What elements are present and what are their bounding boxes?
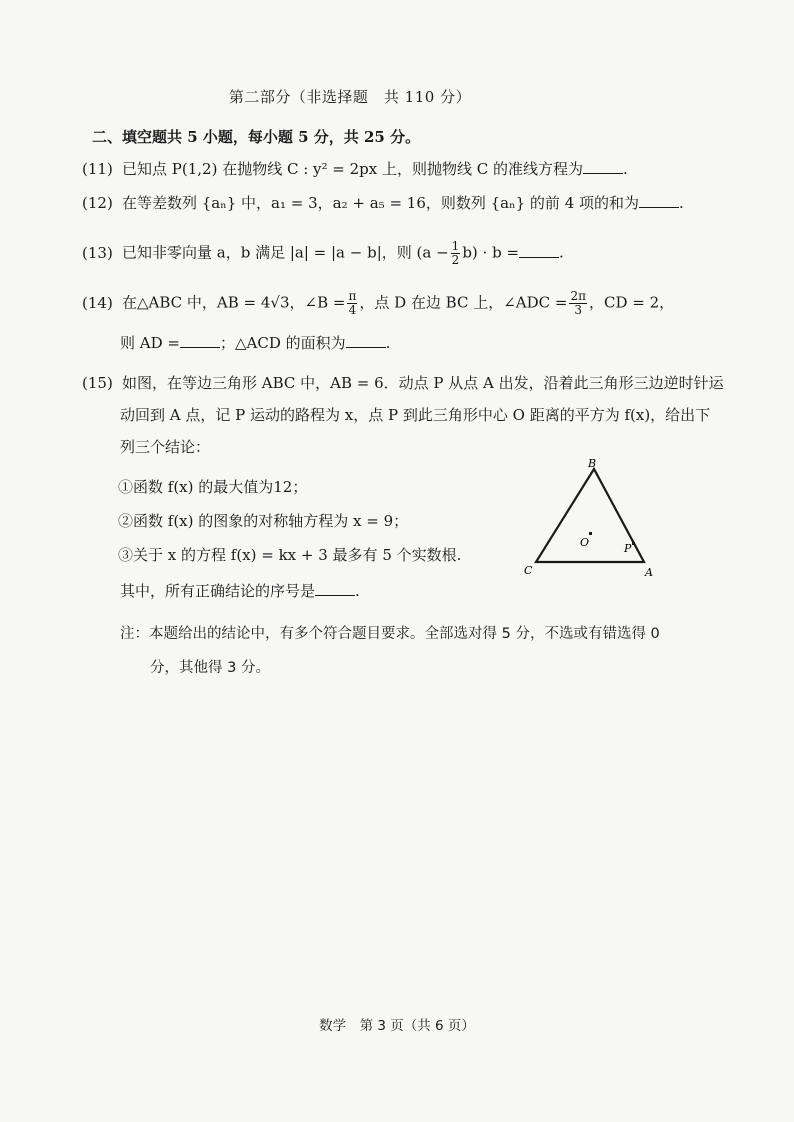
question-15-line-3: 列三个结论： <box>120 438 211 456</box>
note-line-2: 分，其他得 3 分。 <box>150 660 270 676</box>
fraction-numerator: π <box>348 289 357 303</box>
point-o <box>589 532 592 535</box>
question-end: . <box>623 160 628 178</box>
question-14 <box>82 290 674 317</box>
question-text: 则 AD = <box>120 334 180 352</box>
label-o: O <box>580 536 590 549</box>
fraction-denominator: 2 <box>451 253 460 267</box>
answer-blank[interactable] <box>519 243 559 258</box>
answer-blank[interactable] <box>583 159 623 174</box>
question-text: 在等差数列 {aₙ} 中，a₁ = 3，a₂ + a₅ = 16，则数列 {aₙ} 的前 4 项的和为 <box>122 194 640 212</box>
page-footer: 数学 第 3 页（共 6 页） <box>319 1018 475 1034</box>
question-text: 在△ABC 中，AB = 4√3，∠B = <box>122 293 346 312</box>
question-number: (14) <box>82 293 113 312</box>
question-end: . <box>355 582 360 600</box>
conclusion-3: ③关于 x 的方程 f(x) = kx + 3 最多有 5 个实数根. <box>118 546 462 564</box>
point-p <box>632 542 635 545</box>
question-text: ；△ACD 的面积为 <box>219 334 346 352</box>
question-12 <box>82 192 684 214</box>
question-number: (13) <box>82 243 113 262</box>
conclusion-1: ①函数 f(x) 的最大值为12； <box>118 478 308 496</box>
note-line-1: 注：本题给出的结论中，有多个符合题目要求。全部选对得 5 分，不选或有错选得 0 <box>120 626 660 642</box>
question-text: 已知点 P(1,2) 在抛物线 C : y² = 2px 上，则抛物线 C 的准线方程为 <box>122 160 584 178</box>
question-number: (12) <box>82 194 113 212</box>
label-a: A <box>645 566 653 579</box>
label-b: B <box>588 457 597 470</box>
question-number: (15) <box>82 374 113 392</box>
fraction-numerator: 1 <box>451 239 460 253</box>
question-text: 已知非零向量 a，b 满足 |a| = |a − b|，则 (a − <box>122 243 449 262</box>
question-15 <box>82 372 724 394</box>
question-text-3: ，CD = 2， <box>589 293 675 312</box>
question-15-line-2: 动回到 A 点，记 P 运动的路程为 x，点 P 到此三角形中心 O 距离的平方为 f(x)，给出下 <box>120 406 711 424</box>
fraction <box>451 240 461 267</box>
fraction-pi-4 <box>347 290 357 317</box>
question-11 <box>82 158 628 180</box>
question-end: . <box>559 243 564 262</box>
triangle-figure <box>518 456 658 582</box>
question-text-2: ，点 D 在边 BC 上，∠ADC = <box>359 293 568 312</box>
question-13 <box>82 240 564 267</box>
answer-blank-ad[interactable] <box>180 333 220 348</box>
question-text: 其中，所有正确结论的序号是 <box>120 582 316 600</box>
fraction-numerator: 2π <box>570 289 586 303</box>
question-text: 如图，在等边三角形 ABC 中，AB = 6．动点 P 从点 A 出发，沿着此三角形三边逆时针运 <box>122 374 724 392</box>
fraction-denominator: 3 <box>574 303 583 317</box>
part-title: 第二部分（非选择题 共 110 分） <box>228 88 472 106</box>
label-c: C <box>524 564 533 577</box>
question-number: (11) <box>82 160 113 178</box>
question-14-line-2 <box>120 332 390 354</box>
conclusion-2: ②函数 f(x) 的图象的对称轴方程为 x = 9； <box>118 512 409 530</box>
question-15-ask <box>120 580 360 602</box>
answer-blank[interactable] <box>639 193 679 208</box>
question-end: . <box>679 194 684 212</box>
question-end: . <box>385 334 391 352</box>
fraction-denominator: 4 <box>348 303 357 317</box>
answer-blank-area[interactable] <box>346 333 386 348</box>
answer-blank[interactable] <box>315 581 355 596</box>
fraction-2pi-3 <box>569 290 587 317</box>
question-text-suffix: b) · b = <box>462 243 520 262</box>
section-heading: 二、填空题共 5 小题，每小题 5 分，共 25 分。 <box>92 128 421 146</box>
label-p: P <box>624 542 632 555</box>
